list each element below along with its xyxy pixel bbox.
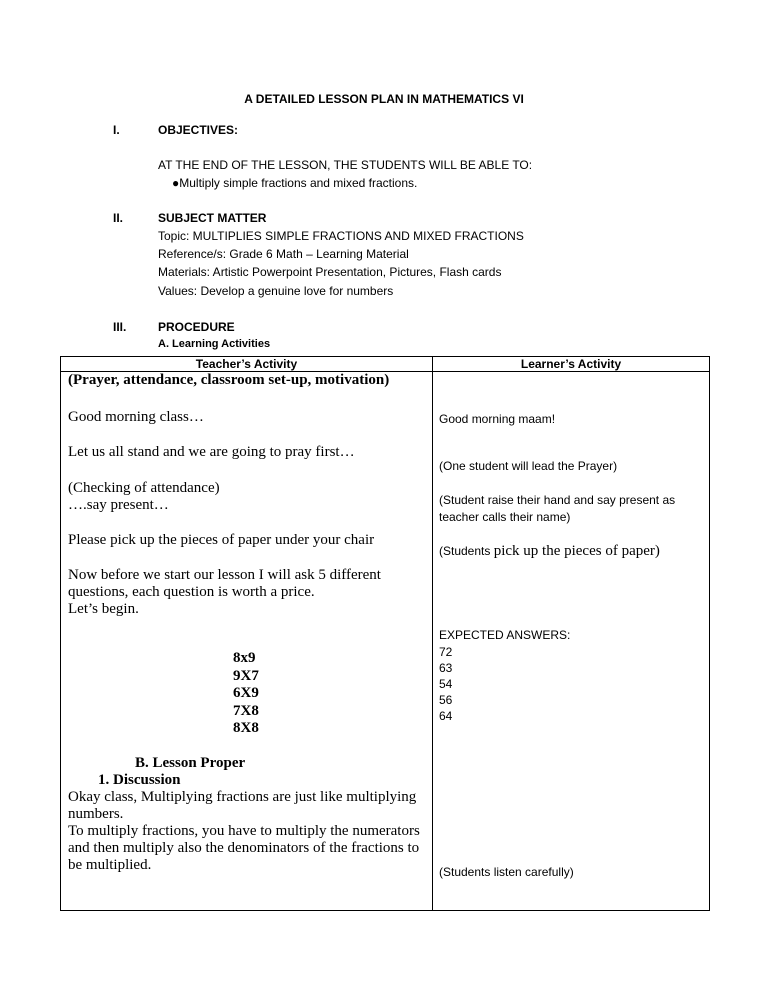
- discussion-line4: and then multiply also the denominators of the fractions to: [68, 840, 420, 856]
- section-numeral-objectives: I.: [113, 123, 120, 137]
- section-numeral-procedure: III.: [113, 320, 127, 334]
- discussion-line2: numbers.: [68, 806, 124, 822]
- problem-item: 8x9: [233, 650, 256, 666]
- teacher-attendance: (Checking of attendance): [68, 480, 220, 496]
- subject-reference: Reference/s: Grade 6 Math – Learning Material: [158, 247, 409, 261]
- answer-item: 63: [439, 661, 453, 675]
- learner-paper: [439, 542, 660, 560]
- answer-item: 72: [439, 645, 453, 659]
- problem-item: 6X9: [233, 685, 259, 701]
- subject-materials: Materials: Artistic Powerpoint Presentation, Pictures, Flash cards: [158, 265, 502, 279]
- learner-greeting: Good morning maam!: [439, 412, 556, 426]
- teacher-activity-cell: [61, 372, 432, 910]
- learner-present-line2: teacher calls their name): [439, 510, 571, 524]
- answer-item: 56: [439, 693, 453, 707]
- page-title: A DETAILED LESSON PLAN IN MATHEMATICS VI: [244, 92, 524, 106]
- section-heading-procedure: PROCEDURE: [158, 320, 235, 334]
- expected-answers-label: EXPECTED ANSWERS:: [439, 628, 571, 642]
- learner-listen: (Students listen carefully): [439, 865, 574, 879]
- subject-values: Values: Develop a genuine love for numbers: [158, 284, 394, 298]
- discussion-line5: be multiplied.: [68, 857, 152, 873]
- learner-activity-cell: [433, 372, 709, 910]
- discussion-line3: To multiply fractions, you have to multiply the numerators: [68, 823, 420, 839]
- activity-table: [60, 356, 710, 911]
- teacher-say-present: ….say present…: [68, 497, 169, 513]
- objectives-intro: AT THE END OF THE LESSON, THE STUDENTS WILL BE ABLE TO:: [158, 158, 533, 172]
- teacher-pray: Let us all stand and we are going to pray first…: [68, 444, 355, 460]
- teacher-intro: (Prayer, attendance, classroom set-up, motivation): [68, 372, 390, 388]
- problem-item: 9X7: [233, 667, 259, 684]
- answer-item: 64: [439, 709, 453, 723]
- answer-item: 54: [439, 677, 453, 691]
- learner-paper-prefix: (Students: [439, 544, 494, 558]
- teacher-questions-line2: questions, each question is worth a price.: [68, 584, 315, 600]
- teacher-questions-line1: Now before we start our lesson I will ask 5 different: [68, 567, 381, 583]
- procedure-subheading: A. Learning Activities: [158, 338, 271, 350]
- problem-item: 7X8: [233, 702, 259, 719]
- teacher-begin: Let’s begin.: [68, 601, 139, 617]
- learner-activity-header: Learner’s Activity: [433, 357, 710, 372]
- teacher-paper: Please pick up the pieces of paper under your chair: [68, 532, 375, 548]
- section-heading-objectives: OBJECTIVES:: [158, 123, 239, 137]
- teacher-greeting: Good morning class…: [68, 409, 204, 425]
- learner-prayer: (One student will lead the Prayer): [439, 459, 618, 473]
- discussion-heading: 1. Discussion: [98, 772, 181, 788]
- section-numeral-subject: II.: [113, 211, 124, 225]
- section-heading-subject: SUBJECT MATTER: [158, 211, 267, 225]
- learner-paper-rest: pick up the pieces of paper): [493, 543, 660, 559]
- discussion-line1: Okay class, Multiplying fractions are just like multiplying: [68, 789, 417, 805]
- lesson-proper-heading: B. Lesson Proper: [135, 755, 246, 771]
- subject-topic: Topic: MULTIPLIES SIMPLE FRACTIONS AND MIXED FRACTIONS: [158, 229, 524, 243]
- learner-present-line1: (Student raise their hand and say present as: [439, 493, 676, 507]
- problem-item: 8X8: [233, 720, 259, 736]
- teacher-activity-header: Teacher’s Activity: [61, 357, 433, 372]
- objectives-bullet: ●Multiply simple fractions and mixed fractions.: [172, 176, 418, 190]
